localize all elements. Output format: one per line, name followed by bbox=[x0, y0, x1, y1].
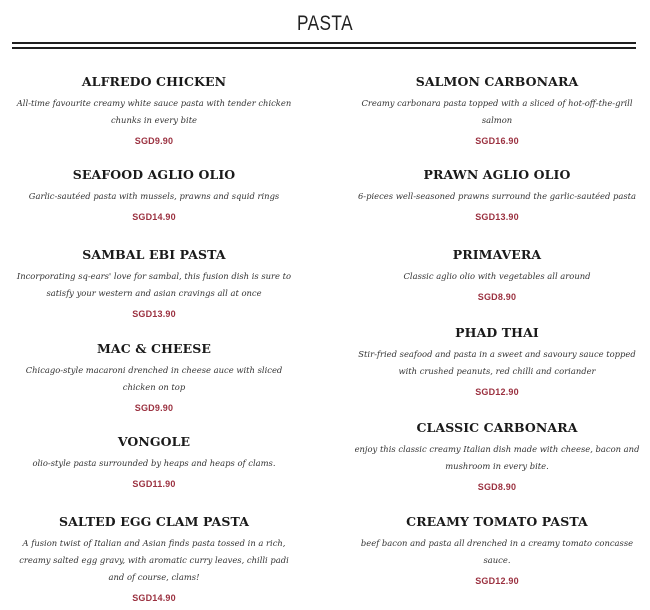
item-name: VONGOLE bbox=[117, 434, 191, 449]
menu-item bbox=[9, 514, 299, 603]
item-price: SGD16.90 bbox=[475, 136, 519, 146]
item-price: SGD12.90 bbox=[475, 576, 519, 586]
menu-item bbox=[9, 341, 299, 413]
item-description: Incorporating sq-ears' love for sambal, this fusion dish is sure to satisfy your western and asian cravings all at once bbox=[16, 271, 292, 298]
item-price: SGD14.90 bbox=[132, 593, 176, 603]
menu-item bbox=[9, 434, 299, 489]
menu-item bbox=[352, 420, 642, 492]
item-price: SGD9.90 bbox=[134, 136, 174, 146]
item-description: olio-style pasta surrounded by heaps and heaps of clams. bbox=[32, 458, 276, 468]
item-description: Garlic-sautéed pasta with mussels, prawns and squid rings bbox=[28, 191, 280, 201]
item-description: Creamy carbonara pasta topped with a sliced of hot-off-the-grill salmon bbox=[361, 98, 633, 125]
item-name: SALTED EGG CLAM PASTA bbox=[58, 514, 249, 529]
item-price: SGD8.90 bbox=[477, 292, 517, 302]
title-divider-bottom bbox=[12, 47, 636, 49]
item-price: SGD13.90 bbox=[475, 212, 519, 222]
page-title: PASTA bbox=[297, 12, 353, 35]
item-description: Classic aglio olio with vegetables all around bbox=[403, 271, 591, 281]
menu-item bbox=[9, 247, 299, 319]
item-price: SGD11.90 bbox=[132, 479, 176, 489]
item-description: 6-pieces well-seasoned prawns surround the garlic-sautéed pasta bbox=[357, 191, 637, 201]
item-description: Chicago-style macaroni drenched in cheese auce with sliced chicken on top bbox=[25, 365, 283, 392]
menu-item bbox=[9, 74, 299, 146]
menu-item bbox=[352, 167, 642, 222]
item-description: All-time favourite creamy white sauce pasta with tender chicken chunks in every bite bbox=[16, 98, 292, 125]
item-description: A fusion twist of Italian and Asian finds pasta tossed in a rich, creamy salted egg gravy, with aromatic curry leaves, chilli padi and of course, clams! bbox=[19, 538, 289, 582]
item-price: SGD12.90 bbox=[475, 387, 519, 397]
item-name: ALFREDO CHICKEN bbox=[81, 74, 227, 89]
item-price: SGD14.90 bbox=[132, 212, 176, 222]
menu-item bbox=[352, 325, 642, 397]
item-name: CREAMY TOMATO PASTA bbox=[406, 514, 588, 529]
item-price: SGD8.90 bbox=[477, 482, 517, 492]
item-description: beef bacon and pasta all drenched in a creamy tomato concasse sauce. bbox=[360, 538, 634, 565]
menu-item bbox=[352, 74, 642, 146]
item-name: CLASSIC CARBONARA bbox=[416, 420, 578, 435]
item-name: PRIMAVERA bbox=[452, 247, 542, 262]
item-name: SALMON CARBONARA bbox=[415, 74, 579, 89]
item-name: SEAFOOD AGLIO OLIO bbox=[72, 167, 236, 182]
item-description: enjoy this classic creamy Italian dish made with cheese, bacon and mushroom in every bite. bbox=[354, 444, 640, 471]
item-name: PRAWN AGLIO OLIO bbox=[423, 167, 571, 182]
item-price: SGD9.90 bbox=[134, 403, 174, 413]
menu-item bbox=[352, 514, 642, 586]
item-name: PHAD THAI bbox=[455, 325, 539, 340]
item-price: SGD13.90 bbox=[132, 309, 176, 319]
item-name: SAMBAL EBI PASTA bbox=[82, 247, 226, 262]
menu-item bbox=[9, 167, 299, 222]
title-divider-top bbox=[12, 42, 636, 44]
item-name: MAC & CHEESE bbox=[96, 341, 212, 356]
item-description: Stir-fried seafood and pasta in a sweet and savoury sauce topped with crushed peanuts, red chilli and coriander bbox=[358, 349, 636, 376]
menu-item bbox=[352, 247, 642, 302]
